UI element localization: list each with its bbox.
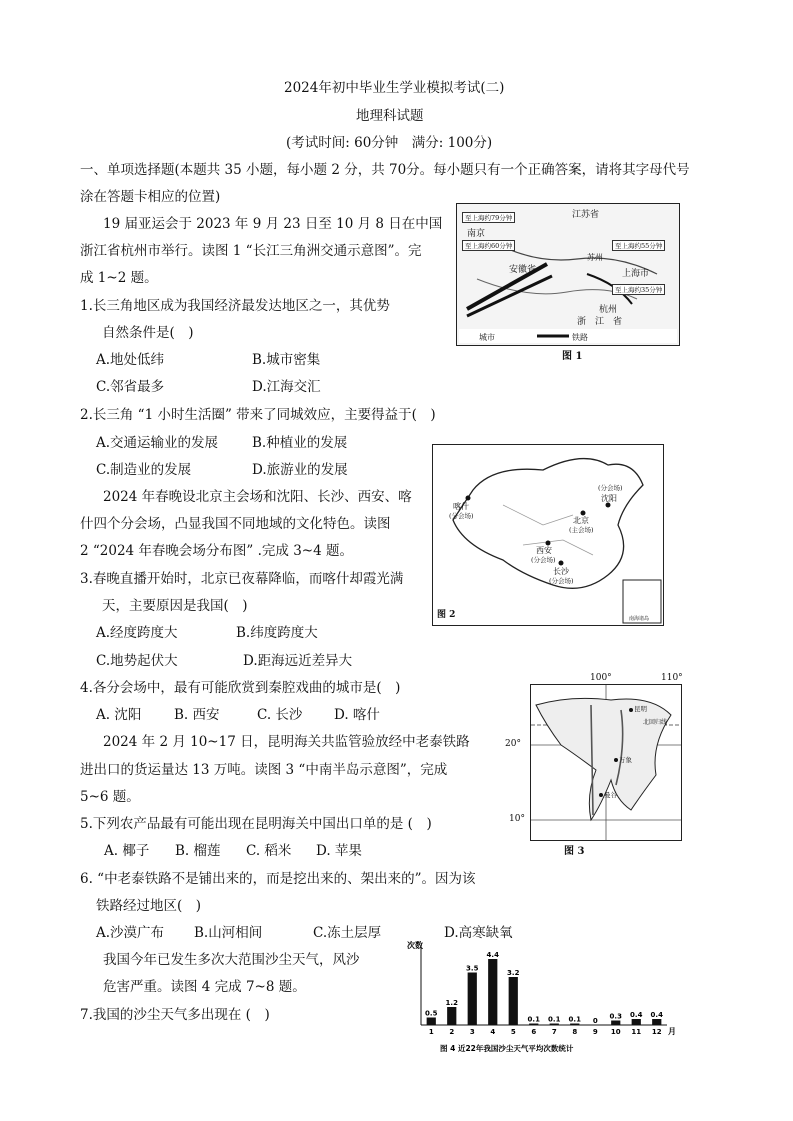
section-heading-line2: 涂在答题卡相应的位置) [80, 189, 221, 205]
fig1-legend-rail: 铁路 [572, 333, 588, 342]
chart-bar [570, 1024, 579, 1026]
chart-tick-label: 2 [449, 1028, 455, 1036]
chart-bar [468, 973, 477, 1026]
q2-option-b: B.种植业的发展 [252, 435, 348, 451]
section-heading-line1: 一、单项选择题(本题共 35 小题，每小题 2 分，共 70分。每小题只有一个正确答案，请将其字母代号 [80, 162, 690, 178]
chart-data-label: 0.1 [548, 1015, 561, 1024]
fig1-shanghai: 上海市 [622, 269, 650, 279]
fig2-inset-label: 南海诸岛 [629, 616, 650, 622]
q5-option-b: B. 榴莲 [175, 843, 221, 859]
fig3-place-vientiane: 万象 [619, 756, 632, 764]
fig3-lat-10: 10° [509, 814, 525, 824]
fig1-city-hangzhou: 杭州 [599, 305, 618, 315]
chart-bar [427, 1018, 436, 1026]
intro2-line3: 2 “2024 年春晚会场分布图” .完成 3~4 题。 [80, 543, 353, 559]
fig1-province-zhejiang: 浙 江 省 [577, 317, 623, 327]
chart-tick-label: 5 [510, 1028, 516, 1036]
figure-1-yangtze-delta-map [456, 203, 680, 346]
q4-option-b: B. 西安 [174, 707, 220, 723]
chart-ylabel: 次数 [407, 941, 423, 950]
q1-option-a: A.地处低纬 [96, 352, 165, 368]
q3-option-a: A.经度跨度大 [96, 625, 178, 641]
fig2-site-changsha-note: (分会场) [549, 577, 574, 585]
q1-option-c: C.邻省最多 [96, 379, 165, 395]
q3-option-c: C.地势起伏大 [96, 653, 178, 669]
fig2-site-shenyang-note: (分会场) [598, 484, 623, 492]
fig2-site-shenyang: 沈阳 [601, 494, 617, 503]
chart-data-label: 0.1 [527, 1015, 540, 1024]
chart-bar [488, 959, 497, 1025]
chart-tick-label: 10 [610, 1028, 621, 1036]
chart-data-label: 0 [592, 1017, 598, 1025]
exam-time-info: (考试时间: 60分钟 满分: 100分) [286, 135, 493, 151]
chart-tick-label: 7 [551, 1028, 557, 1036]
q4-option-a: A. 沈阳 [96, 707, 142, 723]
chart-data-label: 0.4 [630, 1011, 643, 1019]
fig3-caption: 图 3 [564, 846, 585, 857]
q1-option-b: B.城市密集 [252, 352, 321, 368]
q1-stem-line1: 1.长三角地区成为我国经济最发达地区之一，其优势 [80, 298, 390, 314]
q3-option-d: D.距海远近差异大 [243, 653, 353, 669]
fig1-city-suzhou: 苏州 [587, 253, 603, 262]
chart-data-label: 3.5 [466, 964, 479, 973]
q2-option-d: D.旅游业的发展 [252, 462, 348, 478]
fig3-place-bangkok: 曼谷 [604, 791, 617, 799]
fig1-legend-city: 城市 [479, 333, 495, 342]
q3-stem-line1: 3.春晚直播开始时，北京已夜幕降临，而喀什却霞光满 [80, 571, 404, 587]
fig1-province-anhui: 安徽省 [509, 265, 537, 275]
fig3-lon-100: 100° [590, 673, 612, 683]
q1-option-d: D.江海交汇 [252, 379, 321, 395]
q6-option-c: C.冻土层厚 [313, 925, 382, 941]
figure-3-indochina-map [530, 684, 682, 841]
q6-option-a: A.沙漠广布 [96, 925, 165, 941]
intro2-line2: 什四个分会场，凸显我国不同地域的文化特色。读图 [80, 516, 391, 532]
chart-tick-label: 6 [531, 1028, 537, 1036]
intro4-line2: 危害严重。读图 4 完成 7~8 题。 [103, 979, 306, 995]
fig1-province-jiangsu: 江苏省 [572, 210, 600, 220]
intro3-line2: 进出口的货运量达 13 万吨。读图 3 “中南半岛示意图”，完成 [80, 762, 448, 778]
fig3-lat-20: 20° [505, 739, 521, 749]
q5-option-a: A. 椰子 [104, 843, 150, 859]
chart-data-label: 0.1 [568, 1015, 581, 1024]
chart-bar [632, 1019, 641, 1025]
intro4-line1: 我国今年已发生多次大范围沙尘天气，风沙 [103, 952, 360, 968]
fig2-site-kashgar: 喀什 [453, 502, 469, 511]
chart-tick-label: 1 [428, 1028, 434, 1036]
chart-data-label: 4.4 [486, 951, 499, 959]
fig1-caption: 图 1 [562, 351, 583, 362]
fig2-site-kashgar-note: (分会场) [449, 512, 474, 520]
q2-option-a: A.交通运输业的发展 [96, 435, 219, 451]
chart-xlabel: 月 [668, 1027, 676, 1036]
q6-option-d: D.高寒缺氧 [444, 925, 513, 941]
intro2-line1: 2024 年春晚设北京主会场和沈阳、长沙、西安、喀 [103, 489, 412, 505]
chart-tick-label: 8 [572, 1028, 578, 1036]
intro3-line1: 2024 年 2 月 10~17 日，昆明海关共监管验放经中老泰铁路 [103, 734, 470, 750]
q2-stem: 2.长三角 “1 小时生活圈” 带来了同城效应，主要得益于( ) [80, 407, 436, 423]
fig2-site-xian: 西安 [536, 546, 552, 555]
q1-stem-line2: 自然条件是( ) [102, 325, 194, 341]
fig3-lon-110: 110° [661, 673, 683, 683]
chart-tick-label: 11 [631, 1028, 642, 1036]
chart-bar [550, 1024, 559, 1026]
q2-option-c: C.制造业的发展 [96, 462, 192, 478]
q3-option-b: B.纬度跨度大 [236, 625, 318, 641]
dust-chart-svg [405, 940, 675, 1055]
fig2-site-xian-note: (分会场) [531, 556, 556, 564]
fig1-label-2: 至上海约60分钟 [462, 240, 515, 251]
figure-4-dust-chart [405, 940, 675, 1055]
intro1-line1: 19 届亚运会于 2023 年 9 月 23 日至 10 月 8 日在中国 [103, 216, 443, 232]
fig1-label-1: 至上海约79分钟 [462, 212, 515, 223]
chart-bar [652, 1019, 661, 1025]
fig2-site-beijing: 北京 [573, 516, 589, 525]
q4-option-d: D. 喀什 [334, 707, 380, 723]
fig1-label-4: 至上海约35分钟 [612, 284, 665, 295]
chart-tick-label: 9 [592, 1028, 598, 1036]
chart-tick-label: 4 [490, 1028, 496, 1036]
chart-bar [529, 1024, 538, 1026]
chart-data-label: 0.5 [425, 1009, 438, 1018]
chart-bar [447, 1007, 456, 1025]
chart-data-label: 3.2 [507, 969, 520, 977]
q4-option-c: C. 长沙 [257, 707, 303, 723]
chart-tick-label: 12 [651, 1028, 662, 1036]
q7-stem: 7.我国的沙尘天气多出现在 ( ) [80, 1007, 270, 1023]
chart-bar [509, 977, 518, 1025]
chart-title: 图 4 近22年我国沙尘天气平均次数统计 [440, 1044, 574, 1053]
fig2-site-beijing-note: (主会场) [569, 526, 594, 534]
q6-stem-line1: 6. “中老泰铁路不是铺出来的，而是挖出来的、架出来的”。因为该 [80, 871, 476, 887]
chart-tick-label: 3 [469, 1028, 475, 1036]
intro1-line2: 浙江省杭州市举行。读图 1 “长江三角洲交通示意图”。完 [80, 243, 422, 259]
q5-option-c: C. 稻米 [246, 843, 292, 859]
intro3-line3: 5~6 题。 [80, 789, 140, 805]
q6-option-b: B.山河相间 [194, 925, 263, 941]
q5-stem: 5.下列农产品最有可能出现在昆明海关中国出口单的是 ( ) [80, 816, 432, 832]
chart-data-label: 0.4 [650, 1011, 663, 1019]
figure-2-china-map [432, 444, 664, 626]
q4-stem: 4.各分会场中，最有可能欣赏到秦腔戏曲的城市是( ) [80, 680, 401, 696]
intro1-line3: 成 1~2 题。 [80, 270, 158, 286]
q3-stem-line2: 天，主要原因是我国( ) [102, 598, 248, 614]
q6-stem-line2: 铁路经过地区( ) [96, 898, 202, 914]
fig3-place-kunming: 昆明 [634, 705, 647, 713]
chart-bar [611, 1021, 620, 1026]
chart-data-label: 0.3 [609, 1012, 622, 1021]
exam-title: 2024年初中毕业生学业模拟考试(二) [284, 80, 505, 96]
fig3-tropic-line-label: 北回归线 [643, 719, 668, 726]
fig1-label-3: 至上海约55分钟 [612, 240, 665, 251]
q5-option-d: D. 苹果 [316, 843, 362, 859]
fig2-site-changsha: 长沙 [553, 567, 569, 576]
fig1-city-nanjing: 南京 [467, 229, 486, 239]
fig2-caption: 图 2 [437, 610, 456, 620]
chart-data-label: 1.2 [445, 999, 458, 1007]
subject-title: 地理科试题 [356, 108, 424, 124]
